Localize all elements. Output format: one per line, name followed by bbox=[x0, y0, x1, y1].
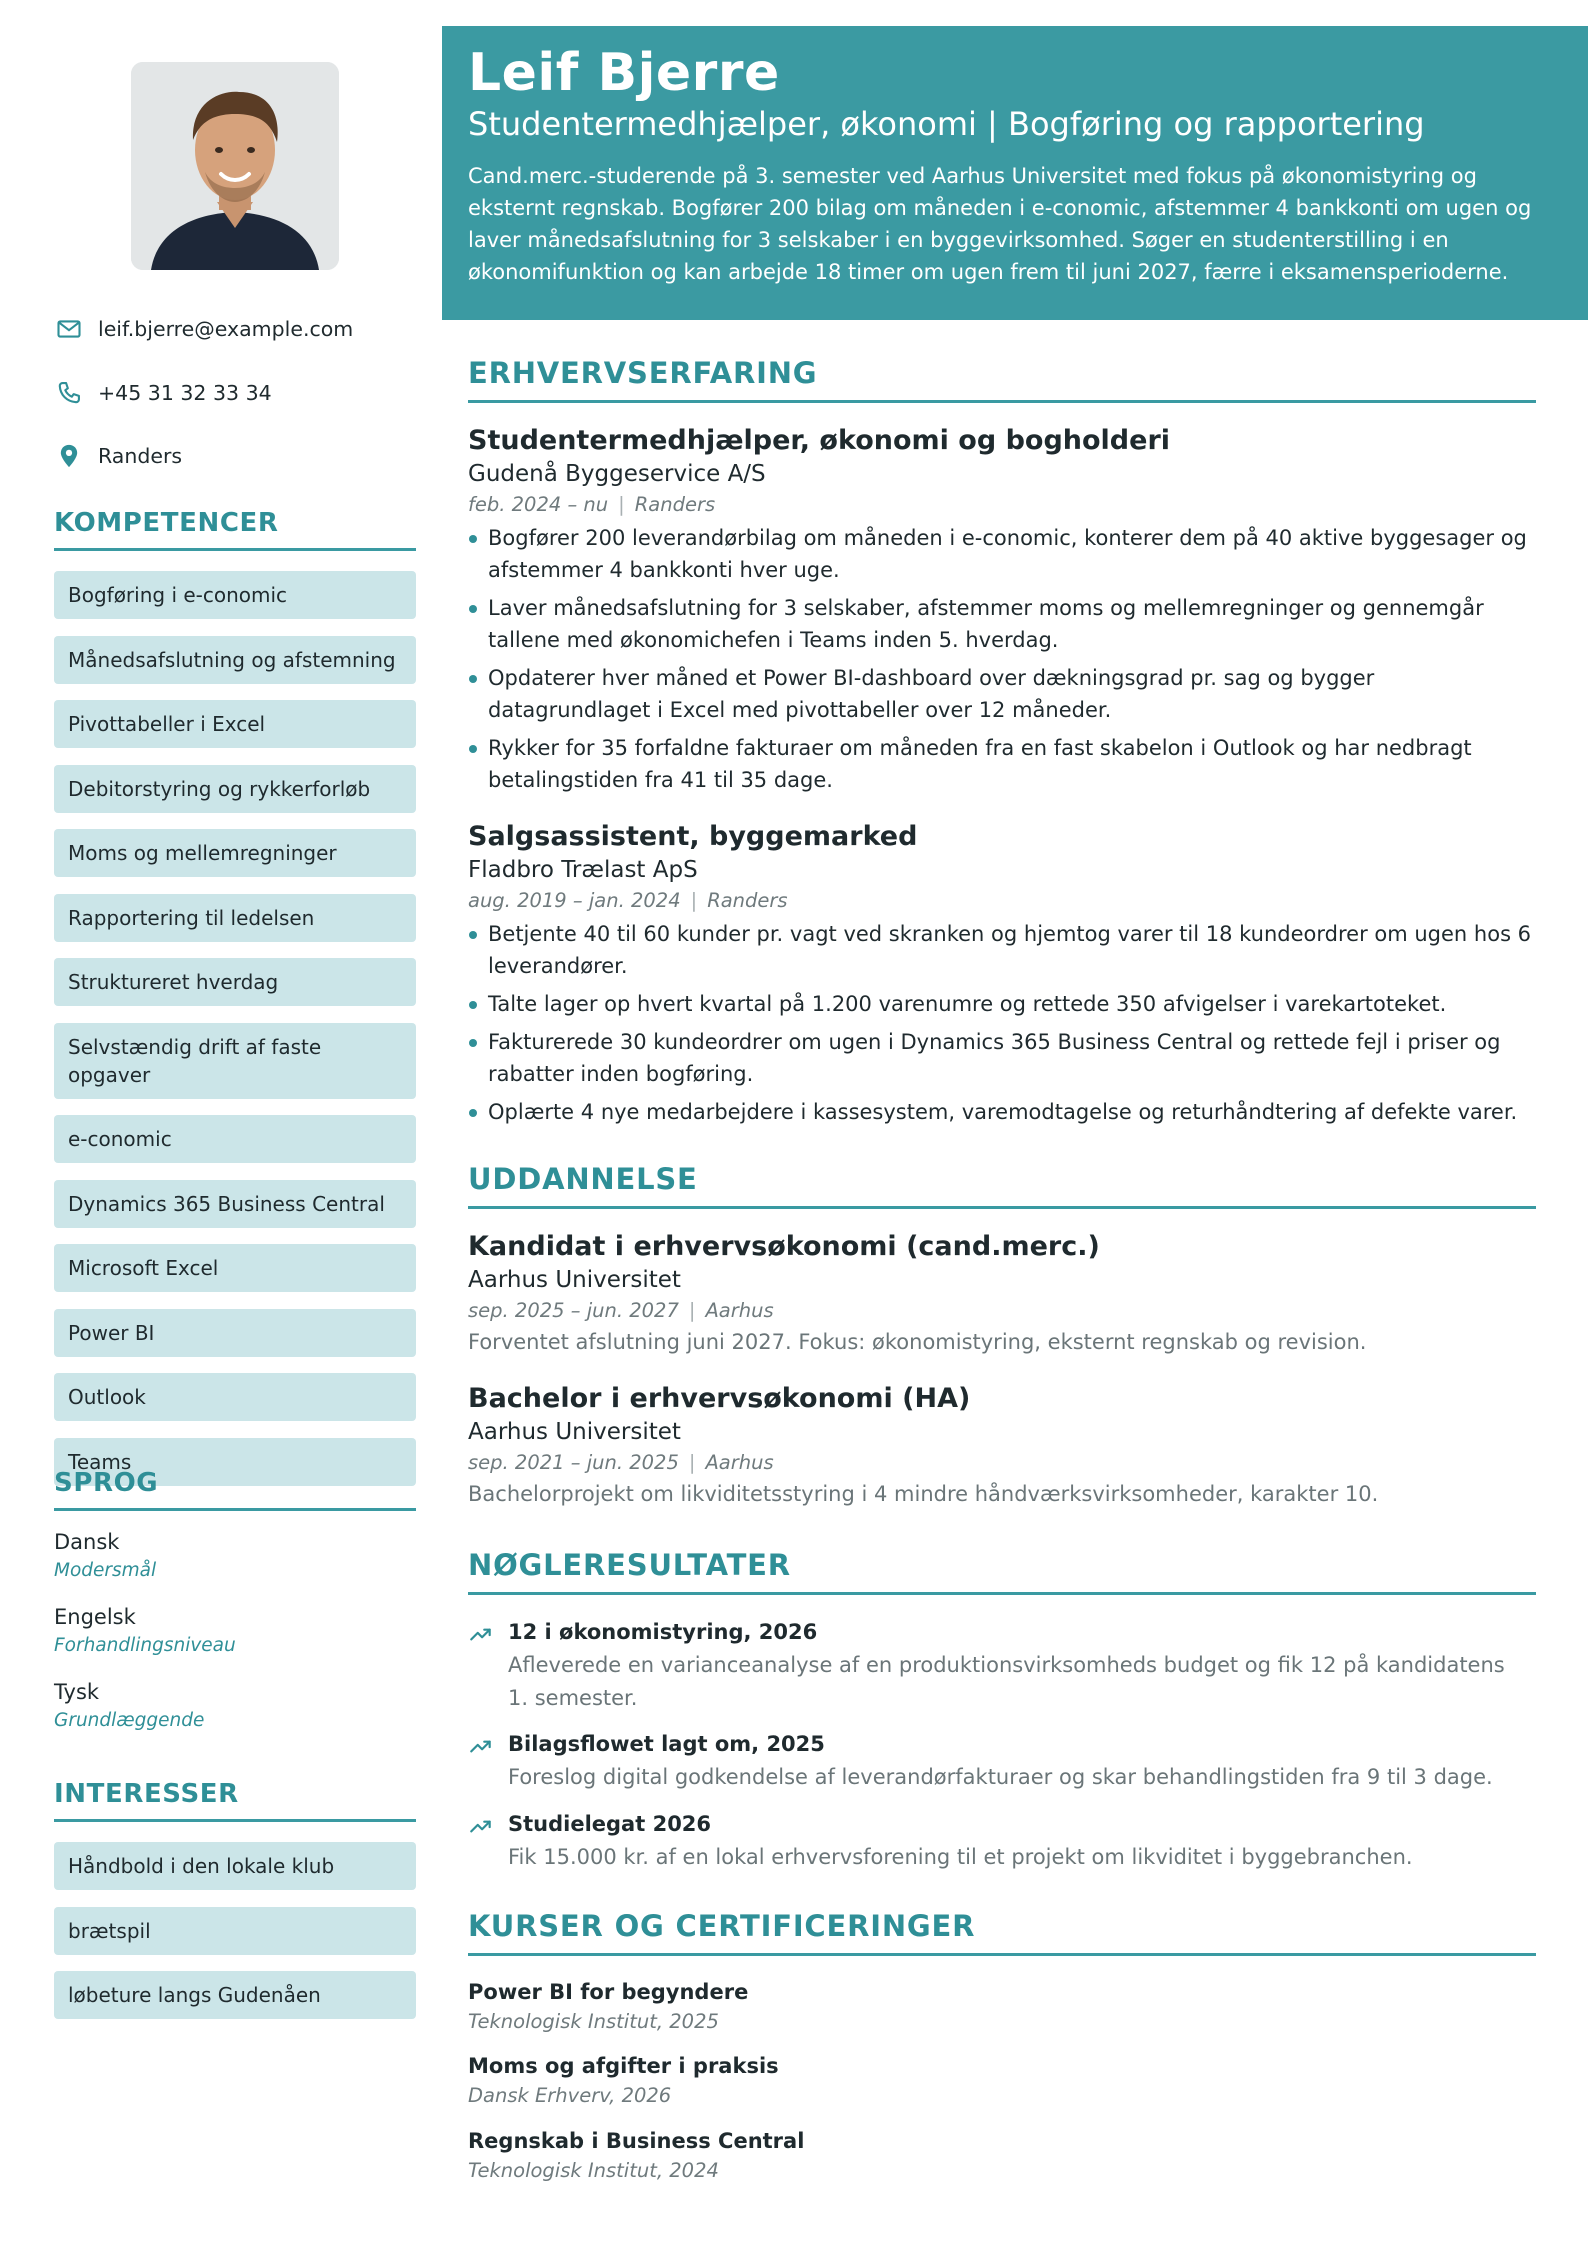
education-description: Forventet afslutning juni 2027. Fokus: økonomistyring, eksternt regnskab og revision. bbox=[468, 1330, 1367, 1354]
education-period: sep. 2025 – jun. 2027 bbox=[468, 1299, 679, 1322]
education-heading: UDDANNELSE bbox=[468, 1162, 1536, 1209]
job-title: Salgsassistent, byggemarked bbox=[468, 821, 918, 852]
education-item bbox=[468, 1230, 1536, 1358]
experience-item bbox=[468, 820, 1536, 1134]
interests-heading: INTERESSER bbox=[54, 1779, 416, 1822]
school-name: Aarhus Universitet bbox=[468, 1267, 681, 1293]
languages-heading: SPROG bbox=[54, 1468, 416, 1511]
skills-list bbox=[54, 571, 416, 1502]
courses-heading: KURSER OG CERTIFICERINGER bbox=[468, 1909, 1536, 1956]
course-item bbox=[468, 2051, 1536, 2111]
location-pin-icon bbox=[54, 441, 84, 471]
language-item bbox=[54, 1680, 416, 1731]
trend-up-icon bbox=[468, 1617, 508, 1715]
skill-chip: Microsoft Excel bbox=[54, 1244, 416, 1292]
education-item bbox=[468, 1382, 1536, 1510]
language-level: Grundlæggende bbox=[54, 1710, 205, 1731]
language-level: Modersmål bbox=[54, 1560, 157, 1581]
trend-up-icon bbox=[468, 1729, 508, 1794]
skill-chip: Outlook bbox=[54, 1373, 416, 1421]
contact-email[interactable] bbox=[54, 309, 414, 349]
job-meta: feb. 2024 – nu | Randers bbox=[468, 493, 716, 516]
mail-icon bbox=[54, 314, 84, 344]
email-text: leif.bjerre@example.com bbox=[98, 317, 354, 341]
experience-item bbox=[468, 424, 1536, 802]
result-description: Fik 15.000 kr. af en lokal erhvervsforening til et projekt om likviditet i byggebranchen. bbox=[508, 1845, 1413, 1869]
course-title: Power BI for begyndere bbox=[468, 1980, 749, 2004]
course-item bbox=[468, 1977, 1536, 2037]
course-item bbox=[468, 2126, 1536, 2186]
language-item bbox=[54, 1605, 416, 1656]
education-location: Aarhus bbox=[705, 1451, 774, 1474]
language-name: Tysk bbox=[54, 1680, 100, 1704]
profile-summary: Cand.merc.-studerende på 3. semester ved Aarhus Universitet med fokus på økonomistyring og eksternt regnskab. Bogfører 200 bilag om måneden i e-conomic, afstemmer 4 bankkonti om ugen og laver månedsafslutning for 3 selskaber i en byggevirksomhed. Søger en studenterstilling i en økonomifunktion og kan arbejde 18 timer om ugen frem til juni 2027, færre i eksamensperioderne. bbox=[468, 164, 1532, 284]
interest-chip: løbeture langs Gudenåen bbox=[54, 1971, 416, 2019]
skill-chip: Moms og mellemregninger bbox=[54, 829, 416, 877]
course-title: Moms og afgifter i praksis bbox=[468, 2054, 779, 2078]
skills-heading: KOMPETENCER bbox=[54, 508, 416, 551]
experience-heading: ERHVERVSERFARING bbox=[468, 356, 1536, 403]
job-period: aug. 2019 – jan. 2024 bbox=[468, 889, 681, 912]
language-name: Dansk bbox=[54, 1530, 120, 1554]
result-description: Foreslog digital godkendelse af leverandørfakturaer og skar behandlingstiden fra 9 til 3 dage. bbox=[508, 1765, 1493, 1789]
job-bullet: Rykker for 35 forfaldne fakturaer om måneden fra en fast skabelon i Outlook og har nedbragt betalingstiden fra 41 til 35 dage. bbox=[468, 732, 1536, 796]
job-company: Fladbro Trælast ApS bbox=[468, 857, 698, 883]
phone-text: +45 31 32 33 34 bbox=[98, 381, 272, 405]
job-bullet: Talte lager op hvert kvartal på 1.200 varenumre og rettede 350 afvigelser i varekartoteket. bbox=[468, 988, 1536, 1020]
job-title: Studentermedhjælper, økonomi og bogholderi bbox=[468, 425, 1171, 456]
course-meta: Dansk Erhverv, 2026 bbox=[468, 2084, 672, 2107]
skill-chip: e-conomic bbox=[54, 1115, 416, 1163]
degree-title: Bachelor i erhvervsøkonomi (HA) bbox=[468, 1383, 971, 1414]
degree-title: Kandidat i erhvervsøkonomi (cand.merc.) bbox=[468, 1231, 1100, 1262]
course-title: Regnskab i Business Central bbox=[468, 2129, 805, 2153]
result-item bbox=[468, 1809, 1536, 1874]
results-heading: NØGLERESULTATER bbox=[468, 1548, 1536, 1595]
school-name: Aarhus Universitet bbox=[468, 1419, 681, 1445]
language-name: Engelsk bbox=[54, 1605, 136, 1629]
job-bullets bbox=[468, 522, 1536, 796]
job-bullet: Oplærte 4 nye medarbejdere i kassesystem, varemodtagelse og returhåndtering af defekte varer. bbox=[468, 1096, 1536, 1128]
result-item bbox=[468, 1729, 1536, 1794]
education-location: Aarhus bbox=[705, 1299, 774, 1322]
result-title: Studielegat 2026 bbox=[508, 1812, 712, 1836]
skill-chip: Selvstændig drift af faste opgaver bbox=[54, 1023, 416, 1099]
job-company: Gudenå Byggeservice A/S bbox=[468, 461, 766, 487]
language-level: Forhandlingsniveau bbox=[54, 1635, 236, 1656]
job-bullet: Laver månedsafslutning for 3 selskaber, afstemmer moms og mellemregninger og gennemgår tallene med økonomichefen i Teams inden 5. hverdag. bbox=[468, 592, 1536, 656]
sidebar bbox=[0, 0, 416, 2246]
candidate-name: Leif Bjerre bbox=[468, 43, 780, 103]
education-meta: sep. 2021 – jun. 2025 | Aarhus bbox=[468, 1451, 774, 1474]
skill-chip: Pivottabeller i Excel bbox=[54, 700, 416, 748]
job-bullet: Bogfører 200 leverandørbilag om måneden i e-conomic, konterer dem på 40 aktive byggesager og afstemmer 4 bankkonti hver uge. bbox=[468, 522, 1536, 586]
interest-chip: brætspil bbox=[54, 1907, 416, 1955]
skill-chip: Struktureret hverdag bbox=[54, 958, 416, 1006]
course-meta: Teknologisk Institut, 2024 bbox=[468, 2159, 719, 2182]
skill-chip: Power BI bbox=[54, 1309, 416, 1357]
job-location: Randers bbox=[707, 889, 788, 912]
result-item bbox=[468, 1617, 1536, 1715]
profile-header bbox=[442, 26, 1588, 320]
person-portrait-icon bbox=[131, 62, 339, 270]
job-bullet: Fakturerede 30 kundeordrer om ugen i Dynamics 365 Business Central og rettede fejl i priser og rabatter inden bogføring. bbox=[468, 1026, 1536, 1090]
skill-chip: Debitorstyring og rykkerforløb bbox=[54, 765, 416, 813]
candidate-title: Studentermedhjælper, økonomi | Bogføring og rapportering bbox=[468, 105, 1425, 143]
result-description: Afleverede en varianceanalyse af en produktionsvirksomheds budget og fik 12 på kandidatens 1. semester. bbox=[508, 1653, 1505, 1710]
job-bullet: Betjente 40 til 60 kunder pr. vagt ved skranken og hjemtog varer til 18 kundeordrer om ugen hos 6 leverandører. bbox=[468, 918, 1536, 982]
job-bullets bbox=[468, 918, 1536, 1128]
profile-photo bbox=[131, 62, 339, 270]
contact-location bbox=[54, 436, 414, 476]
skill-chip: Dynamics 365 Business Central bbox=[54, 1180, 416, 1228]
education-description: Bachelorprojekt om likviditetsstyring i 4 mindre håndværksvirksomheder, karakter 10. bbox=[468, 1482, 1379, 1506]
result-title: Bilagsflowet lagt om, 2025 bbox=[508, 1732, 825, 1756]
education-period: sep. 2021 – jun. 2025 bbox=[468, 1451, 679, 1474]
education-meta: sep. 2025 – jun. 2027 | Aarhus bbox=[468, 1299, 774, 1322]
skill-chip: Månedsafslutning og afstemning bbox=[54, 636, 416, 684]
interest-chip: Håndbold i den lokale klub bbox=[54, 1842, 416, 1890]
interests-list bbox=[54, 1842, 416, 2036]
trend-up-icon bbox=[468, 1809, 508, 1874]
result-title: 12 i økonomistyring, 2026 bbox=[508, 1620, 818, 1644]
phone-icon bbox=[54, 378, 84, 408]
language-item bbox=[54, 1530, 416, 1581]
job-bullet: Opdaterer hver måned et Power BI-dashboard over dækningsgrad pr. sag og bygger datagrundlaget i Excel med pivottabeller over 12 måneder. bbox=[468, 662, 1536, 726]
course-meta: Teknologisk Institut, 2025 bbox=[468, 2010, 719, 2033]
skill-chip: Rapportering til ledelsen bbox=[54, 894, 416, 942]
skill-chip: Bogføring i e-conomic bbox=[54, 571, 416, 619]
job-period: feb. 2024 – nu bbox=[468, 493, 609, 516]
location-text: Randers bbox=[98, 444, 183, 468]
contact-phone[interactable] bbox=[54, 373, 414, 413]
job-meta: aug. 2019 – jan. 2024 | Randers bbox=[468, 889, 788, 912]
job-location: Randers bbox=[634, 493, 716, 516]
skill-chip: Teams bbox=[54, 1438, 416, 1486]
